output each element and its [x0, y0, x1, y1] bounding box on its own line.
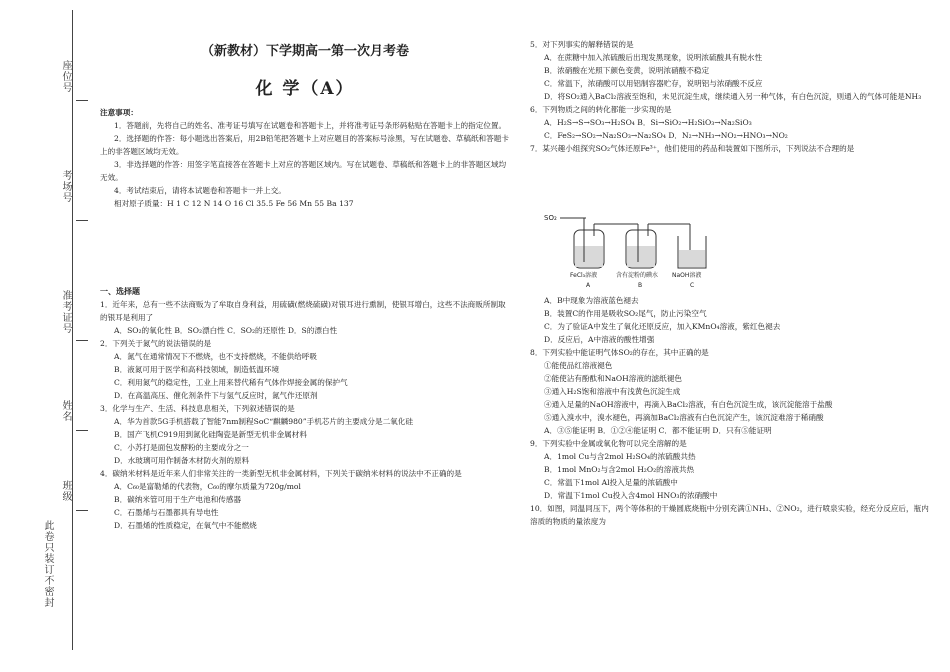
question-option: A．在蔗糖中加入浓硫酸后出现发黑现象，说明浓硫酸具有脱水性 [544, 53, 763, 62]
question-option: ②能使沾有酚酞和NaOH溶液的滤纸褪色 [544, 374, 682, 383]
q7-options [530, 294, 930, 346]
question-option: A．华为首款5G手机搭载了智能7nm制程SoC“麒麟980”手机芯片的主要成分是二氧化硅 [114, 417, 413, 426]
question-stem: 3．化学与生产、生活、科技息息相关，下列叙述错误的是 [100, 404, 295, 413]
exam-room-blank [76, 220, 88, 221]
right-questions-bottom [530, 294, 930, 528]
left-questions [100, 298, 510, 532]
question-option: A．B中现象为溶液蓝色褪去 [544, 296, 639, 305]
question-stem: 1．近年来，总有一些不法商贩为了牟取自身利益，用硫磺(燃烧硫磺)对银耳进行熏制，使银耳增白，这些不法商贩所制取的银耳是利用了 [100, 300, 506, 322]
notice-item: 2．选择题的作答：每小题选出答案后，用2B铅笔把答题卡上对应题目的答案标号涂黑，写在试题卷、草稿纸和答题卡上的非答题区域均无效。 [100, 134, 509, 156]
question-stem: 4．碳纳米材料是近年来人们非常关注的一类新型无机非金属材料，下列关于碳纳米材料的说法中不正确的是 [100, 469, 462, 478]
question-option: ③通入H₂S饱和溶液中有浅黄色沉淀生成 [544, 387, 681, 396]
question-stem: 2．下列关于氮气的说法错误的是 [100, 339, 212, 348]
more-questions [530, 346, 930, 528]
question-option: C．为了验证A中发生了氧化还原反应，加入KMnO₄溶液，紫红色褪去 [544, 322, 781, 331]
question-option: B．装置C的作用是吸收SO₂尾气，防止污染空气 [544, 309, 707, 318]
question-stem: 9．下列实验中金属或氧化物可以完全溶解的是 [530, 439, 687, 448]
question-option: ①能使品红溶液褪色 [544, 361, 613, 370]
question-option: ⑤通入溴水中，溴水褪色，再滴加BaCl₂溶液有白色沉淀产生，该沉淀难溶于稀硝酸 [544, 413, 824, 422]
beaker-c [678, 224, 706, 268]
question-option: C．FeS₂→SO₂→Na₂SO₃→Na₂SO₄ D．N₂→NH₃→NO₂→HNO₃→NO₂ [544, 131, 788, 140]
name-blank [76, 430, 88, 431]
apparatus-diagram [530, 210, 930, 290]
question-option: B．碳纳米管可用于生产电池和传感器 [114, 495, 242, 504]
letter-b: B [638, 282, 643, 289]
question-stem: 5．对下列事实的解释错误的是 [530, 40, 634, 49]
seat-number-blank [76, 100, 88, 101]
question-option: B．液氮可用于医学和高科技领域，制造低温环境 [114, 365, 280, 374]
question-option: B．1mol MnO₂与含2mol H₂O₂的溶液共热 [544, 465, 695, 474]
question-option: A．H₂S→S→SO₃→H₂SO₄ B．Si→SiO₂→H₂SiO₃→Na₂SiO₃ [544, 118, 752, 127]
question-option: D．反应后，A中溶液的酸性增强 [544, 335, 655, 344]
atomic-masses: 相对原子质量：H 1 C 12 N 14 O 16 Cl 35.5 Fe 56 Mn 55 Ba 137 [114, 199, 354, 208]
question-option: C．石墨烯与石墨都具有导电性 [114, 508, 219, 517]
right-questions [530, 38, 930, 155]
question-option: A．氮气在通常情况下不燃烧，也不支持燃烧，不能供给呼吸 [114, 352, 317, 361]
question-option: ④通入足量的NaOH溶液中，再滴入BaCl₂溶液，有白色沉淀生成，该沉淀能溶于盐酸 [544, 400, 833, 409]
question-option: A．1mol Cu与含2mol H₂SO₄的浓硫酸共热 [544, 452, 696, 461]
label-b-solution: 含有淀粉的碘水 [616, 272, 659, 279]
question-option: A．C₆₀是富勒烯的代表物，C₆₀的摩尔质量为720g/mol [114, 482, 301, 491]
question-option: C．小苏打是面包发酵粉的主要成分之一 [114, 443, 249, 452]
question-stem: 10．如图，同温同压下，两个等体积的干燥圆底烧瓶中分别充满①NH₃、②NO₂，进行喷泉实验，经充分反应后，瓶内溶质的物质的量浓度为 [530, 504, 929, 526]
exam-room-label: 考场号 [60, 170, 71, 203]
question-option: C．常温下1mol Al投入足量的浓硫酸中 [544, 478, 678, 487]
exam-title: （新教材）下学期高一第一次月考卷 [200, 44, 409, 59]
class-blank [76, 510, 88, 511]
ticket-number-label: 准考证号 [60, 290, 71, 334]
label-a-solution: FeCl₃溶液 [570, 272, 598, 279]
section-heading: 一、选择题 [100, 286, 140, 296]
ticket-number-blank [76, 340, 88, 341]
question-option: C．常温下，浓硝酸可以用铝制容器贮存，说明铝与浓硝酸不反应 [544, 79, 763, 88]
choice-section [100, 285, 510, 532]
seal-notice: 此卷只装订不密封 [42, 520, 53, 608]
question-option: B．浓硝酸在光照下颜色变黄，说明浓硝酸不稳定 [544, 66, 710, 75]
question-stem: 6．下列物质之间的转化都能一步实现的是 [530, 105, 672, 114]
question-stem: 7．某兴趣小组探究SO₂气体还原Fe³⁺，他们使用的药品和装置如下图所示，下列说法不合理的是 [530, 144, 855, 153]
notice-section [100, 106, 510, 210]
question-stem: 8．下列实验中能证明气体SO₂的存在，其中正确的是 [530, 348, 709, 357]
notice-heading: 注意事项： [100, 108, 138, 117]
question-option: D．将SO₂通入BaCl₂溶液至饱和，未见沉淀生成，继续通入另一种气体，有白色沉淀，则通入的气体可能是NH₃ [544, 92, 922, 101]
apparatus-figure [530, 210, 930, 290]
subject-title: 化 学（A） [255, 79, 355, 99]
question-option: D．水玻璃可用作制备木材防火剂的原料 [114, 456, 250, 465]
question-option: A．SO₂的氧化性 B．SO₂漂白性 C．SO₂的还原性 D．S的漂白性 [114, 326, 338, 335]
name-label: 姓名 [60, 400, 71, 422]
question-option: B．国产飞机C919用到氮化硅陶瓷是新型无机非金属材料 [114, 430, 307, 439]
seat-number-label: 座位号 [60, 60, 71, 93]
letter-c: C [690, 282, 695, 289]
question-option: D．常温下1mol Cu投入含4mol HNO₃的浓硝酸中 [544, 491, 718, 500]
question-option: D．石墨烯的性质稳定，在氧气中不能燃烧 [114, 521, 257, 530]
notice-item: 4．考试结束后，请将本试题卷和答题卡一并上交。 [114, 186, 286, 195]
right-questions-top [530, 38, 930, 155]
gas-label: SO₂ [544, 214, 557, 222]
label-c-solution: NaOH溶液 [672, 272, 702, 279]
question-option: D．在高温高压、催化剂条件下与氢气反应时，氮气作还原剂 [114, 391, 318, 400]
letter-a: A [586, 282, 591, 289]
class-label: 班级 [60, 480, 71, 502]
notice-item: 3．非选择题的作答：用签字笔直接答在答题卡上对应的答题区域内。写在试题卷、草稿纸和答题卡上的非答题区域均无效。 [100, 160, 507, 182]
question-option: A．③⑤能证明 B．①②④能证明 C．都不能证明 D．只有⑤能证明 [544, 426, 772, 435]
question-option: C．利用氮气的稳定性，工业上用来替代稀有气体作焊接金属的保护气 [114, 378, 348, 387]
notice-item: 1．答题前，先将自己的姓名、准考证号填写在试题卷和答题卡上，并将准考证号条形码粘贴在答题卡上的指定位置。 [114, 121, 507, 130]
binding-margin [0, 0, 95, 672]
